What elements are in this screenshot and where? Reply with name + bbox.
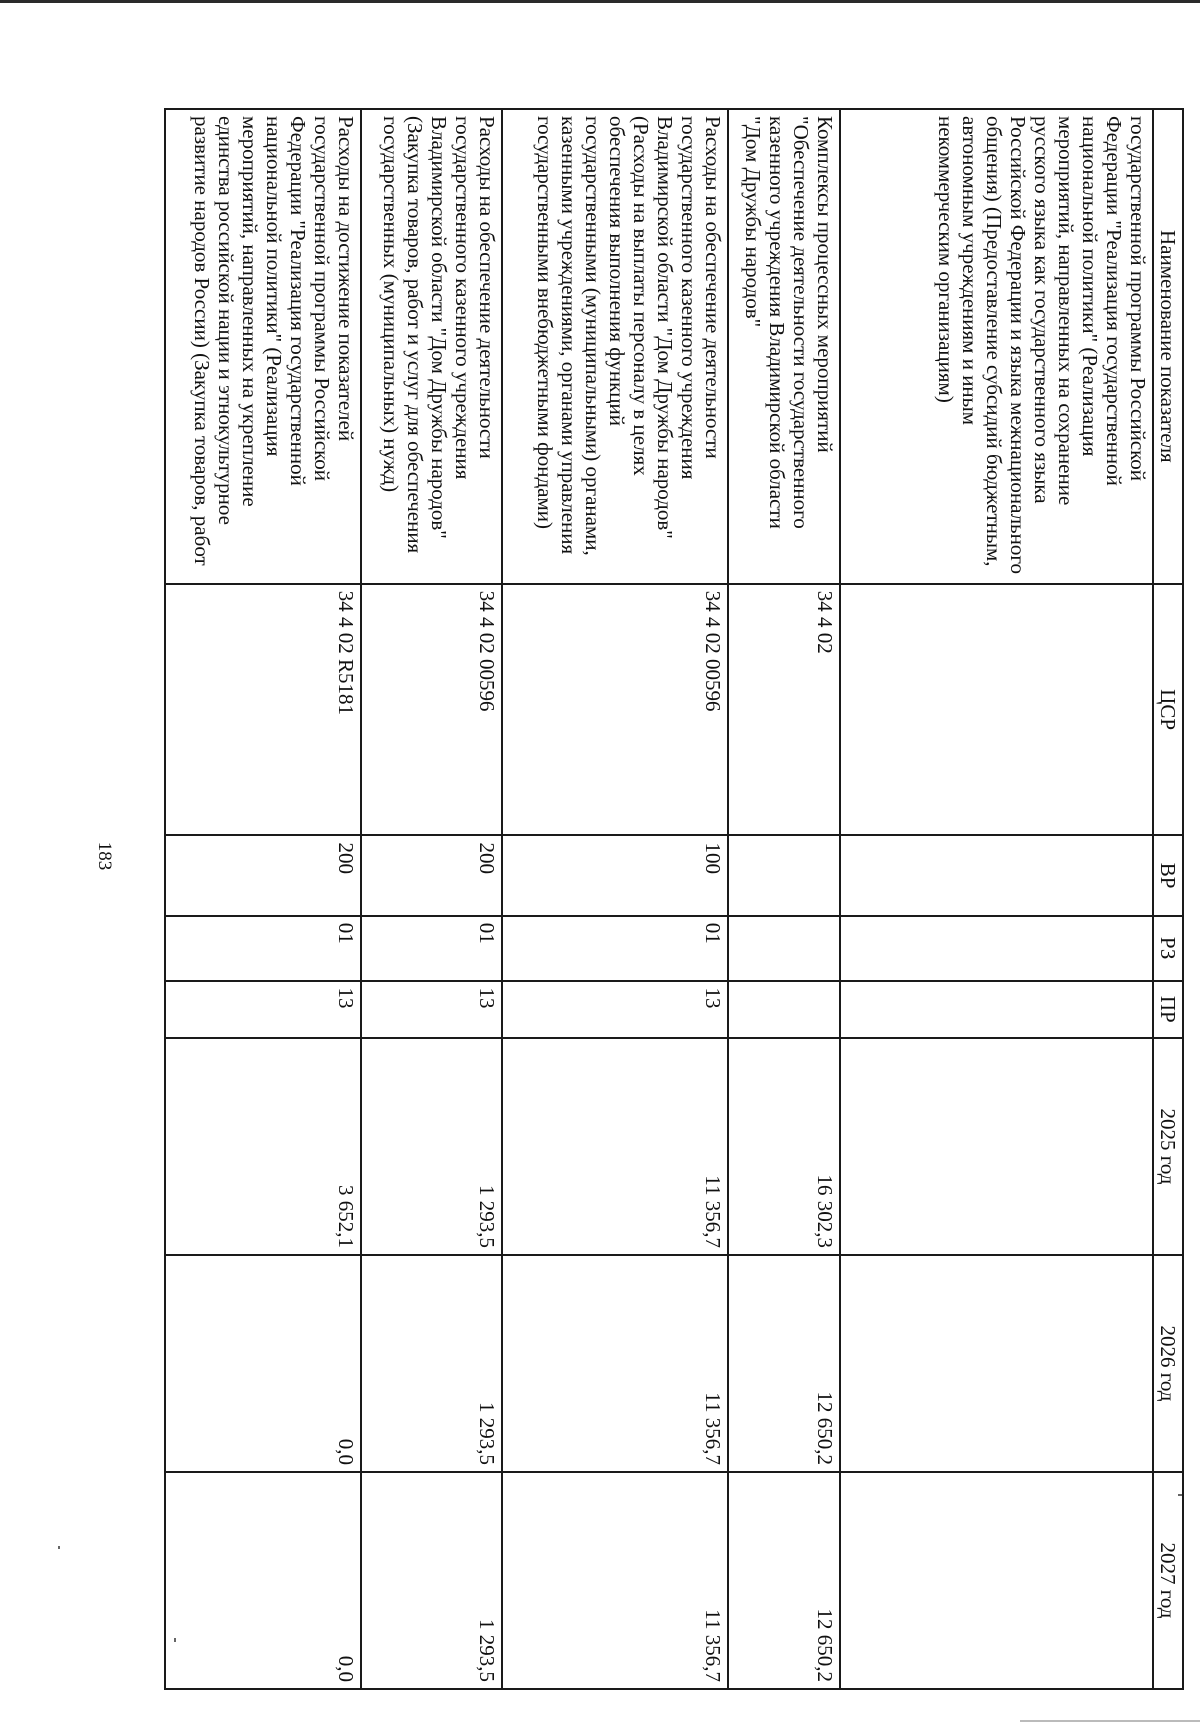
- header-2025: 2025 год: [1153, 1038, 1183, 1255]
- row-2027: 12 650,2: [728, 1472, 840, 1689]
- row-pr: 13: [502, 981, 728, 1039]
- row-rz: 01: [502, 916, 728, 981]
- row-2025: [840, 1038, 1153, 1255]
- row-2026: 1 293,5: [361, 1255, 502, 1472]
- page-number: 183: [94, 841, 115, 871]
- row-vr: [840, 835, 1153, 915]
- header-vr: ВР: [1153, 835, 1183, 915]
- header-pr: ПР: [1153, 981, 1183, 1039]
- row-rz: 01: [361, 916, 502, 981]
- table-row: [165, 109, 361, 1689]
- header-name: Наименование показателя: [1153, 109, 1183, 584]
- row-2025: 11 356,7: [502, 1038, 728, 1255]
- table-row: [502, 109, 728, 1689]
- header-2026: 2026 год: [1153, 1255, 1183, 1472]
- row-2027: 0,0: [165, 1472, 361, 1689]
- row-2026: [840, 1255, 1153, 1472]
- row-csr: 34 4 02: [728, 584, 840, 836]
- row-name: Расходы на достижение показателей государственной программы Российской Федерации "Реализация государственной национальной политики" (Реализация мероприятий, направленных на укрепление единства российской нации и этнокультурное развитие народов России) (Закупка товаров, работ: [165, 109, 361, 584]
- scan-speck: [58, 1546, 60, 1549]
- header-2027: 2027 год: [1153, 1472, 1183, 1689]
- row-2026: 12 650,2: [728, 1255, 840, 1472]
- row-2025: 16 302,3: [728, 1038, 840, 1255]
- table-row: [840, 109, 1153, 1689]
- row-2026: 11 356,7: [502, 1255, 728, 1472]
- row-vr: 100: [502, 835, 728, 915]
- row-name: государственной программы Российской Федерации "Реализация государственной национальной политики" (Реализация мероприятий, направленных на сохранение русского языка как государственного языка Российской Федерации и языка межнационального общения) (Предоставление субсидий бюджетным, автономным учреждениям и иным некоммерческим организациям): [840, 109, 1153, 584]
- header-csr: ЦСР: [1153, 584, 1183, 836]
- row-name: Расходы на обеспечение деятельности государственного казенного учреждения Владимирской области "Дом Дружбы народов" (Расходы на выплаты персоналу в целях обеспечения выполнения функций государственными (муниципальными) органами, казенными учреждениями, органами управления государственными внебюджетными фондами): [502, 109, 728, 584]
- row-pr: 13: [361, 981, 502, 1039]
- row-rz: 01: [165, 916, 361, 981]
- header-row: [1153, 109, 1183, 1689]
- row-pr: 13: [165, 981, 361, 1039]
- row-pr: [728, 981, 840, 1039]
- row-rz: [728, 916, 840, 981]
- row-2026: 0,0: [165, 1255, 361, 1472]
- row-name: Расходы на обеспечение деятельности государственного казенного учреждения Владимирской области "Дом Дружбы народов" (Закупка товаров, работ и услуг для обеспечения государственных (муниципальных) нужд): [361, 109, 502, 584]
- scan-top-edge: [0, 0, 1200, 3]
- row-vr: [728, 835, 840, 915]
- table-row: [728, 109, 840, 1689]
- header-rz: РЗ: [1153, 916, 1183, 981]
- row-name: Комплексы процессных мероприятий "Обеспечение деятельности государственного казенного учреждения Владимирской области "Дом Дружбы народов": [728, 109, 840, 584]
- row-csr: 34 4 02 R5181: [165, 584, 361, 836]
- row-2027: [840, 1472, 1153, 1689]
- row-vr: 200: [361, 835, 502, 915]
- scan-speck: [1020, 1720, 1200, 1722]
- budget-table: [164, 108, 1184, 1690]
- row-csr: 34 4 02 00596: [361, 584, 502, 836]
- scan-speck: [1178, 1494, 1182, 1496]
- row-rz: [840, 916, 1153, 981]
- row-2025: 3 652,1: [165, 1038, 361, 1255]
- table-row: [361, 109, 502, 1689]
- row-2027: 1 293,5: [361, 1472, 502, 1689]
- row-vr: 200: [165, 835, 361, 915]
- row-csr: [840, 584, 1153, 836]
- row-pr: [840, 981, 1153, 1039]
- row-csr: 34 4 02 00596: [502, 584, 728, 836]
- rotated-table-wrapper: [170, 108, 1184, 1690]
- row-2027: 11 356,7: [502, 1472, 728, 1689]
- scan-speck: [174, 1638, 176, 1642]
- row-2025: 1 293,5: [361, 1038, 502, 1255]
